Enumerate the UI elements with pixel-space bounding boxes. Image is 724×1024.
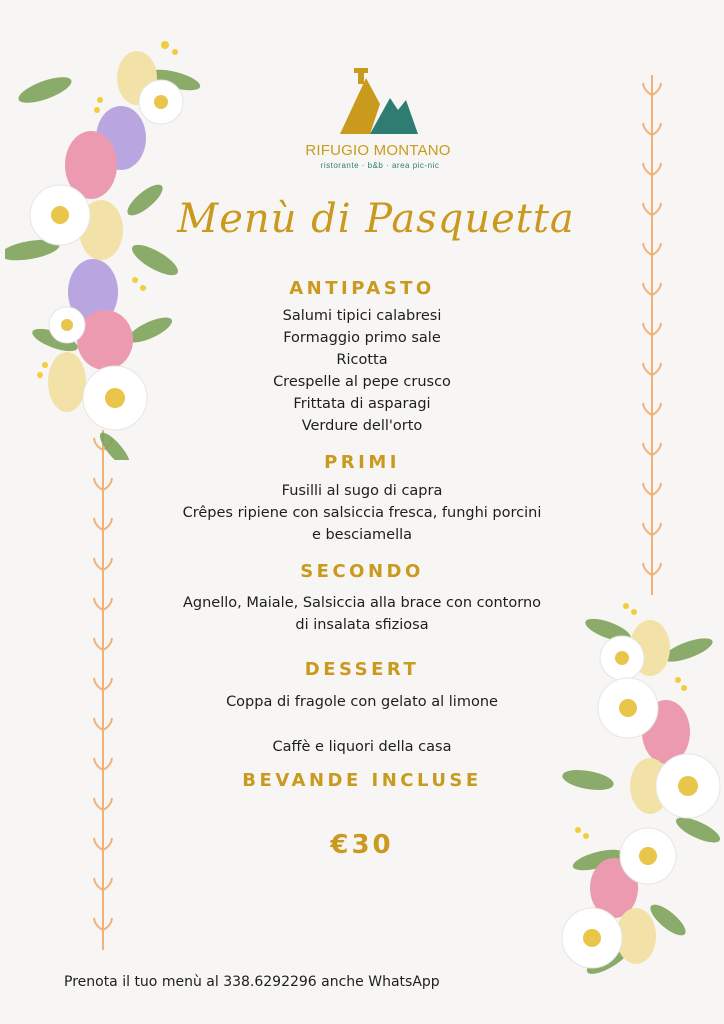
list-item: Agnello, Maiale, Salsiccia alla brace con contorno — [182, 595, 542, 611]
list-item: Coppa di fragole con gelato al limone — [226, 694, 498, 710]
primi-list — [0, 480, 724, 546]
antipasto-list — [0, 305, 724, 437]
list-item: e besciamella — [311, 527, 413, 543]
section-title-antipasto: ANTIPASTO — [289, 278, 435, 299]
list-item: Ricotta — [336, 352, 388, 368]
secondo-list — [0, 592, 724, 636]
list-item: Fusilli al sugo di capra — [281, 483, 443, 499]
brand-name: RIFUGIO MONTANO — [305, 142, 451, 159]
booking-footer: Prenota il tuo menù al 338.6292296 anche WhatsApp — [64, 974, 440, 990]
page-title: Menù di Pasquetta — [177, 196, 575, 242]
dessert-list — [0, 691, 724, 713]
list-item: di insalata sfiziosa — [295, 617, 429, 633]
list-item: Verdure dell'orto — [301, 418, 423, 434]
brand-tagline: ristorante · b&b · area pic-nic — [320, 161, 440, 170]
list-item: Salumi tipici calabresi — [282, 308, 442, 324]
floral-easter-eggs-bottom-right — [548, 590, 724, 1010]
coffee-note: Caffè e liquori della casa — [272, 739, 452, 755]
mountain-logo-icon — [336, 64, 420, 136]
list-item: Formaggio primo sale — [283, 330, 441, 346]
drinks-included: BEVANDE INCLUSE — [242, 770, 482, 791]
section-title-dessert: DESSERT — [304, 659, 420, 680]
section-title-secondo: SECONDO — [300, 561, 424, 582]
list-item: Frittata di asparagi — [293, 396, 431, 412]
price: €30 — [330, 830, 394, 860]
list-item: Crespelle al pepe crusco — [273, 374, 451, 390]
section-title-primi: PRIMI — [324, 452, 400, 473]
list-item: Crêpes ripiene con salsiccia fresca, funghi porcini — [182, 505, 542, 521]
